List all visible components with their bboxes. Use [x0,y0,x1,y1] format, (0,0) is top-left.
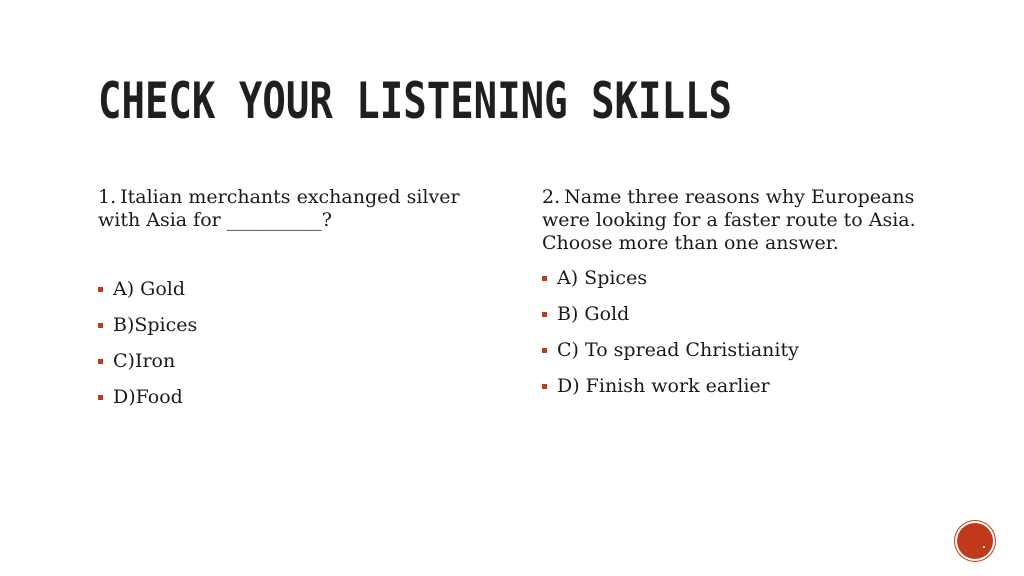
list-item [98,350,488,373]
option-label: D) Finish work earlier [557,375,770,397]
question-2-text [542,186,932,255]
bullet-icon [542,384,547,389]
bullet-icon [542,348,547,353]
list-item [542,303,932,326]
list-item [542,375,932,398]
option-label: B) Gold [557,303,630,325]
option-label: C)Iron [113,350,176,372]
list-item [542,339,932,362]
question-2-column [542,186,932,411]
bullet-icon [98,323,103,328]
bullet-icon [542,276,547,281]
bullet-icon [98,287,103,292]
question-2-body: Name three reasons why Europeans were looking for a faster route to Asia. Choose more than one answer. [542,186,916,254]
bullet-icon [98,359,103,364]
option-label: B)Spices [113,314,198,336]
list-item [98,278,488,301]
question-1-number: 1. [98,186,117,208]
option-label: A) Gold [113,278,186,300]
slide-title: CHECK YOUR LISTENING SKILLS [98,72,732,130]
bullet-icon [98,395,103,400]
question-2-number: 2. [542,186,561,208]
question-1-options [98,278,488,409]
list-item [542,267,932,290]
option-label: D)Food [113,386,183,408]
question-1-text [98,186,488,232]
question-1-column [98,186,488,422]
option-label: A) Spices [557,267,648,289]
list-item [98,386,488,409]
question-2-options [542,267,932,398]
badge-dot [983,546,985,548]
bullet-icon [542,312,547,317]
page-number-badge-icon [957,523,993,559]
list-item [98,314,488,337]
option-label: C) To spread Christianity [557,339,799,361]
question-1-body: Italian merchants exchanged silver with Asia for __________? [98,186,460,231]
